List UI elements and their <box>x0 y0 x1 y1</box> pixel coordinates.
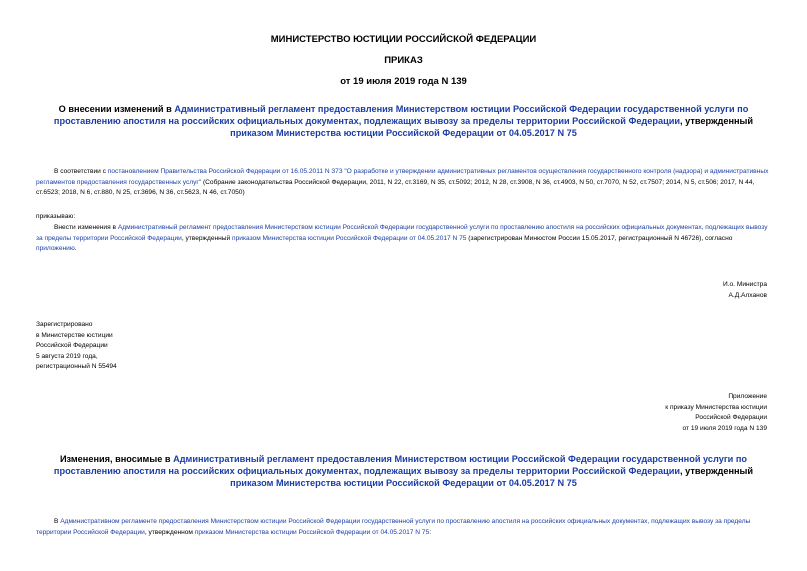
registration-line: 5 августа 2019 года, <box>36 352 98 360</box>
appendix-line: от 19 июля 2019 года N 139 <box>682 424 767 432</box>
changes-text-2: , утвержденном <box>144 528 195 536</box>
title-text-2: , утвержденный <box>680 116 754 126</box>
government-decree-link[interactable]: постановлением Правительства Российской Федерации от 16.05.2011 N 373 "О разработке и утверждении административных регламентов осуществления государственного контроля (надзора) и административных регламентов предоставления государственных услуг" <box>36 168 769 186</box>
order-title <box>40 103 767 139</box>
changes-paragraph <box>36 517 771 538</box>
body-text-3: (зарегистрирован Минюстом России 15.05.2017, регистрационный N 46726), согласно <box>466 234 733 242</box>
changes-order-link[interactable]: приказом Министерства юстиции Российской Федерации от 04.05.2017 N 75 <box>194 528 430 536</box>
signature-name: А.Д.Алханов <box>728 291 767 299</box>
signature-block <box>723 280 767 301</box>
signature-position: И.о. Министра <box>722 281 767 288</box>
order-word: приказываю: <box>36 213 76 220</box>
registration-block <box>36 320 117 373</box>
changes-text-1: В <box>54 518 61 525</box>
registration-line: в Министерстве юстиции <box>36 331 113 339</box>
doc-type-heading: ПРИКАЗ <box>384 55 423 66</box>
body-regulation-link[interactable]: Административный регламент предоставления Министерством юстиции Российской Федерации государственной услуги по проставлению апостиля на российских официальных документах, подлежащих вывозу за пределы территории Российской Федерации <box>36 224 768 242</box>
changes-title-order-link[interactable]: приказом Министерства юстиции Российской Федерации от 04.05.2017 N 75 <box>230 478 577 488</box>
changes-title-text-1: Изменения, вносимые в <box>59 454 174 464</box>
appendix-block <box>665 392 767 434</box>
registration-line: Российской Федерации <box>36 342 108 350</box>
title-text-1: О внесении изменений в <box>58 104 175 114</box>
order-body-paragraph <box>36 223 771 255</box>
appendix-line: Приложение <box>728 393 767 400</box>
appendix-line: Российской Федерации <box>695 414 767 422</box>
body-text-4: . <box>74 245 77 253</box>
appendix-link[interactable]: приложению <box>36 245 75 253</box>
title-order-link[interactable]: приказом Министерства юстиции Российской Федерации от 04.05.2017 N 75 <box>230 128 577 138</box>
preamble-text-2: (Собрание законодательства Российской Федерации, 2011, N 22, ст.3169, N 35, ст.5092; 2012, N 28, ст.3908, N 36, ст.4903, N 50, ст.7070, N 52, ст.7507; 2014, N 5, ст.506; 2017, N 44, ст.6523; 2018, N 6, ст.880, N 25, ст.3696, N 36, ст.5623, N 46, ст.7050) <box>36 178 755 197</box>
changes-title-regulation-link[interactable]: Административный регламент предоставления Министерством юстиции Российской Федерации государственной услуги по проставлению апостиля на российских официальных документах, подлежащих вывозу за пределы территории Российской Федерации <box>53 454 748 476</box>
preamble-text-1: В соответствии с <box>54 168 108 175</box>
preamble-paragraph <box>36 167 771 199</box>
changes-title <box>32 453 775 489</box>
title-regulation-link[interactable]: Административный регламент предоставления Министерством юстиции Российской Федерации государственной услуги по проставлению апостиля на российских официальных документах, подлежащих вывозу за пределы территории Российской Федерации <box>53 104 749 126</box>
body-order-link[interactable]: приказом Министерства юстиции Российской Федерации от 04.05.2017 N 75 <box>232 234 467 242</box>
appendix-line: к приказу Министерства юстиции <box>665 403 767 411</box>
ministry-heading: МИНИСТЕРСТВО ЮСТИЦИИ РОССИЙСКОЙ ФЕДЕРАЦИИ <box>270 34 537 45</box>
changes-text-3: : <box>429 528 432 536</box>
changes-title-text-2: , утвержденный <box>680 466 754 476</box>
registration-line: Зарегистрировано <box>36 321 93 328</box>
body-text-1: Внести изменения в <box>54 224 118 231</box>
body-text-2: , утвержденный <box>181 234 233 242</box>
changes-regulation-link[interactable]: Административном регламенте предоставления Министерством юстиции Российской Федерации государственной услуги по проставлению апостиля на российских официальных документах, подлежащих вывозу за пределы территории Российской Федерации <box>36 518 751 536</box>
registration-line: регистрационный N 55494 <box>36 363 117 371</box>
doc-date-number: от 19 июля 2019 года N 139 <box>340 76 467 87</box>
